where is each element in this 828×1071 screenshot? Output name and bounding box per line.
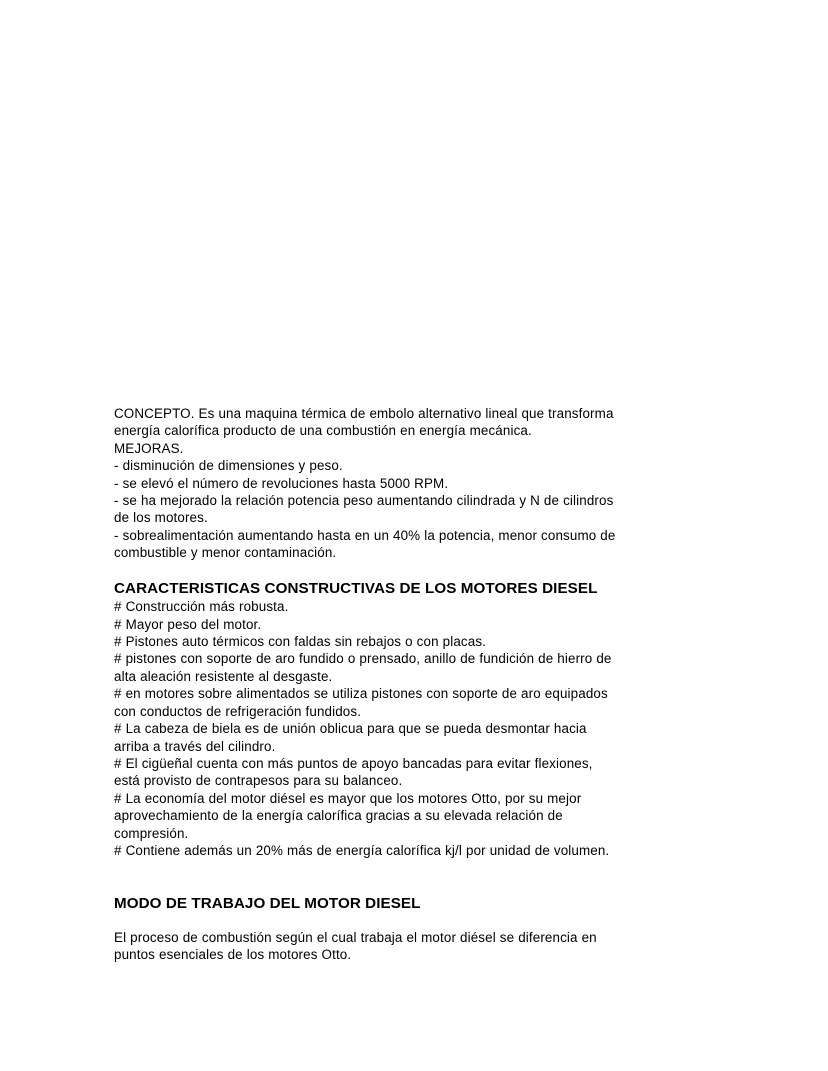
text-line: - sobrealimentación aumentando hasta en un 40% la potencia, menor consumo de <box>114 527 616 543</box>
text-line: aprovechamiento de la energía calorífica gracias a su elevada relación de <box>114 808 563 824</box>
text-line: # Contiene además un 20% más de energía calorífica kj/l por unidad de volumen. <box>114 842 610 858</box>
text-line: con conductos de refrigeración fundidos. <box>114 703 362 719</box>
document-text-column <box>114 405 718 964</box>
text-line: alta aleación resistente al desgaste. <box>114 668 333 684</box>
text-line: MEJORAS. <box>114 440 184 456</box>
text-line: # Pistones auto térmicos con faldas sin rebajos o con placas. <box>114 634 487 650</box>
text-line: # El cigüeñal cuenta con más puntos de apoyo bancadas para evitar flexiones, <box>114 755 593 771</box>
text-line: energía calorífica producto de una combustión en energía mecánica. <box>114 423 532 439</box>
text-line: - disminución de dimensiones y peso. <box>114 458 343 474</box>
characteristics-paragraph <box>114 598 718 859</box>
closing-paragraph <box>114 929 718 964</box>
text-line: # pistones con soporte de aro fundido o prensado, anillo de fundición de hierro de <box>114 651 612 667</box>
concept-paragraph <box>114 405 718 562</box>
spacer <box>114 913 718 929</box>
text-line: está provisto de contrapesos para su balanceo. <box>114 773 403 789</box>
section-heading-caracteristicas: CARACTERISTICAS CONSTRUCTIVAS DE LOS MOTORES DIESEL <box>114 579 598 597</box>
text-line: puntos esenciales de los motores Otto. <box>114 947 352 963</box>
text-line: El proceso de combustión según el cual trabaja el motor diésel se diferencia en <box>114 929 597 945</box>
text-line: # La economía del motor diésel es mayor que los motores Otto, por su mejor <box>114 790 582 806</box>
text-line: # en motores sobre alimentados se utiliza pistones con soporte de aro equipados <box>114 686 608 702</box>
spacer <box>114 562 718 580</box>
text-line: combustible y menor contaminación. <box>114 545 337 561</box>
text-line: CONCEPTO. Es una maquina térmica de embolo alternativo lineal que transforma <box>114 406 614 421</box>
text-line: - se elevó el número de revoluciones hasta 5000 RPM. <box>114 475 449 491</box>
text-line: compresión. <box>114 825 189 841</box>
text-line: # Construcción más robusta. <box>114 599 289 615</box>
text-line: # Mayor peso del motor. <box>114 616 262 632</box>
text-line: - se ha mejorado la relación potencia peso aumentando cilindrada y N de cilindros <box>114 493 614 509</box>
text-line: de los motores. <box>114 510 208 526</box>
text-line: arriba a través del cilindro. <box>114 738 276 754</box>
section-heading-modo-de-trabajo: MODO DE TRABAJO DEL MOTOR DIESEL <box>114 895 421 913</box>
spacer <box>114 859 718 895</box>
text-line: # La cabeza de biela es de unión oblicua para que se pueda desmontar hacia <box>114 721 587 737</box>
